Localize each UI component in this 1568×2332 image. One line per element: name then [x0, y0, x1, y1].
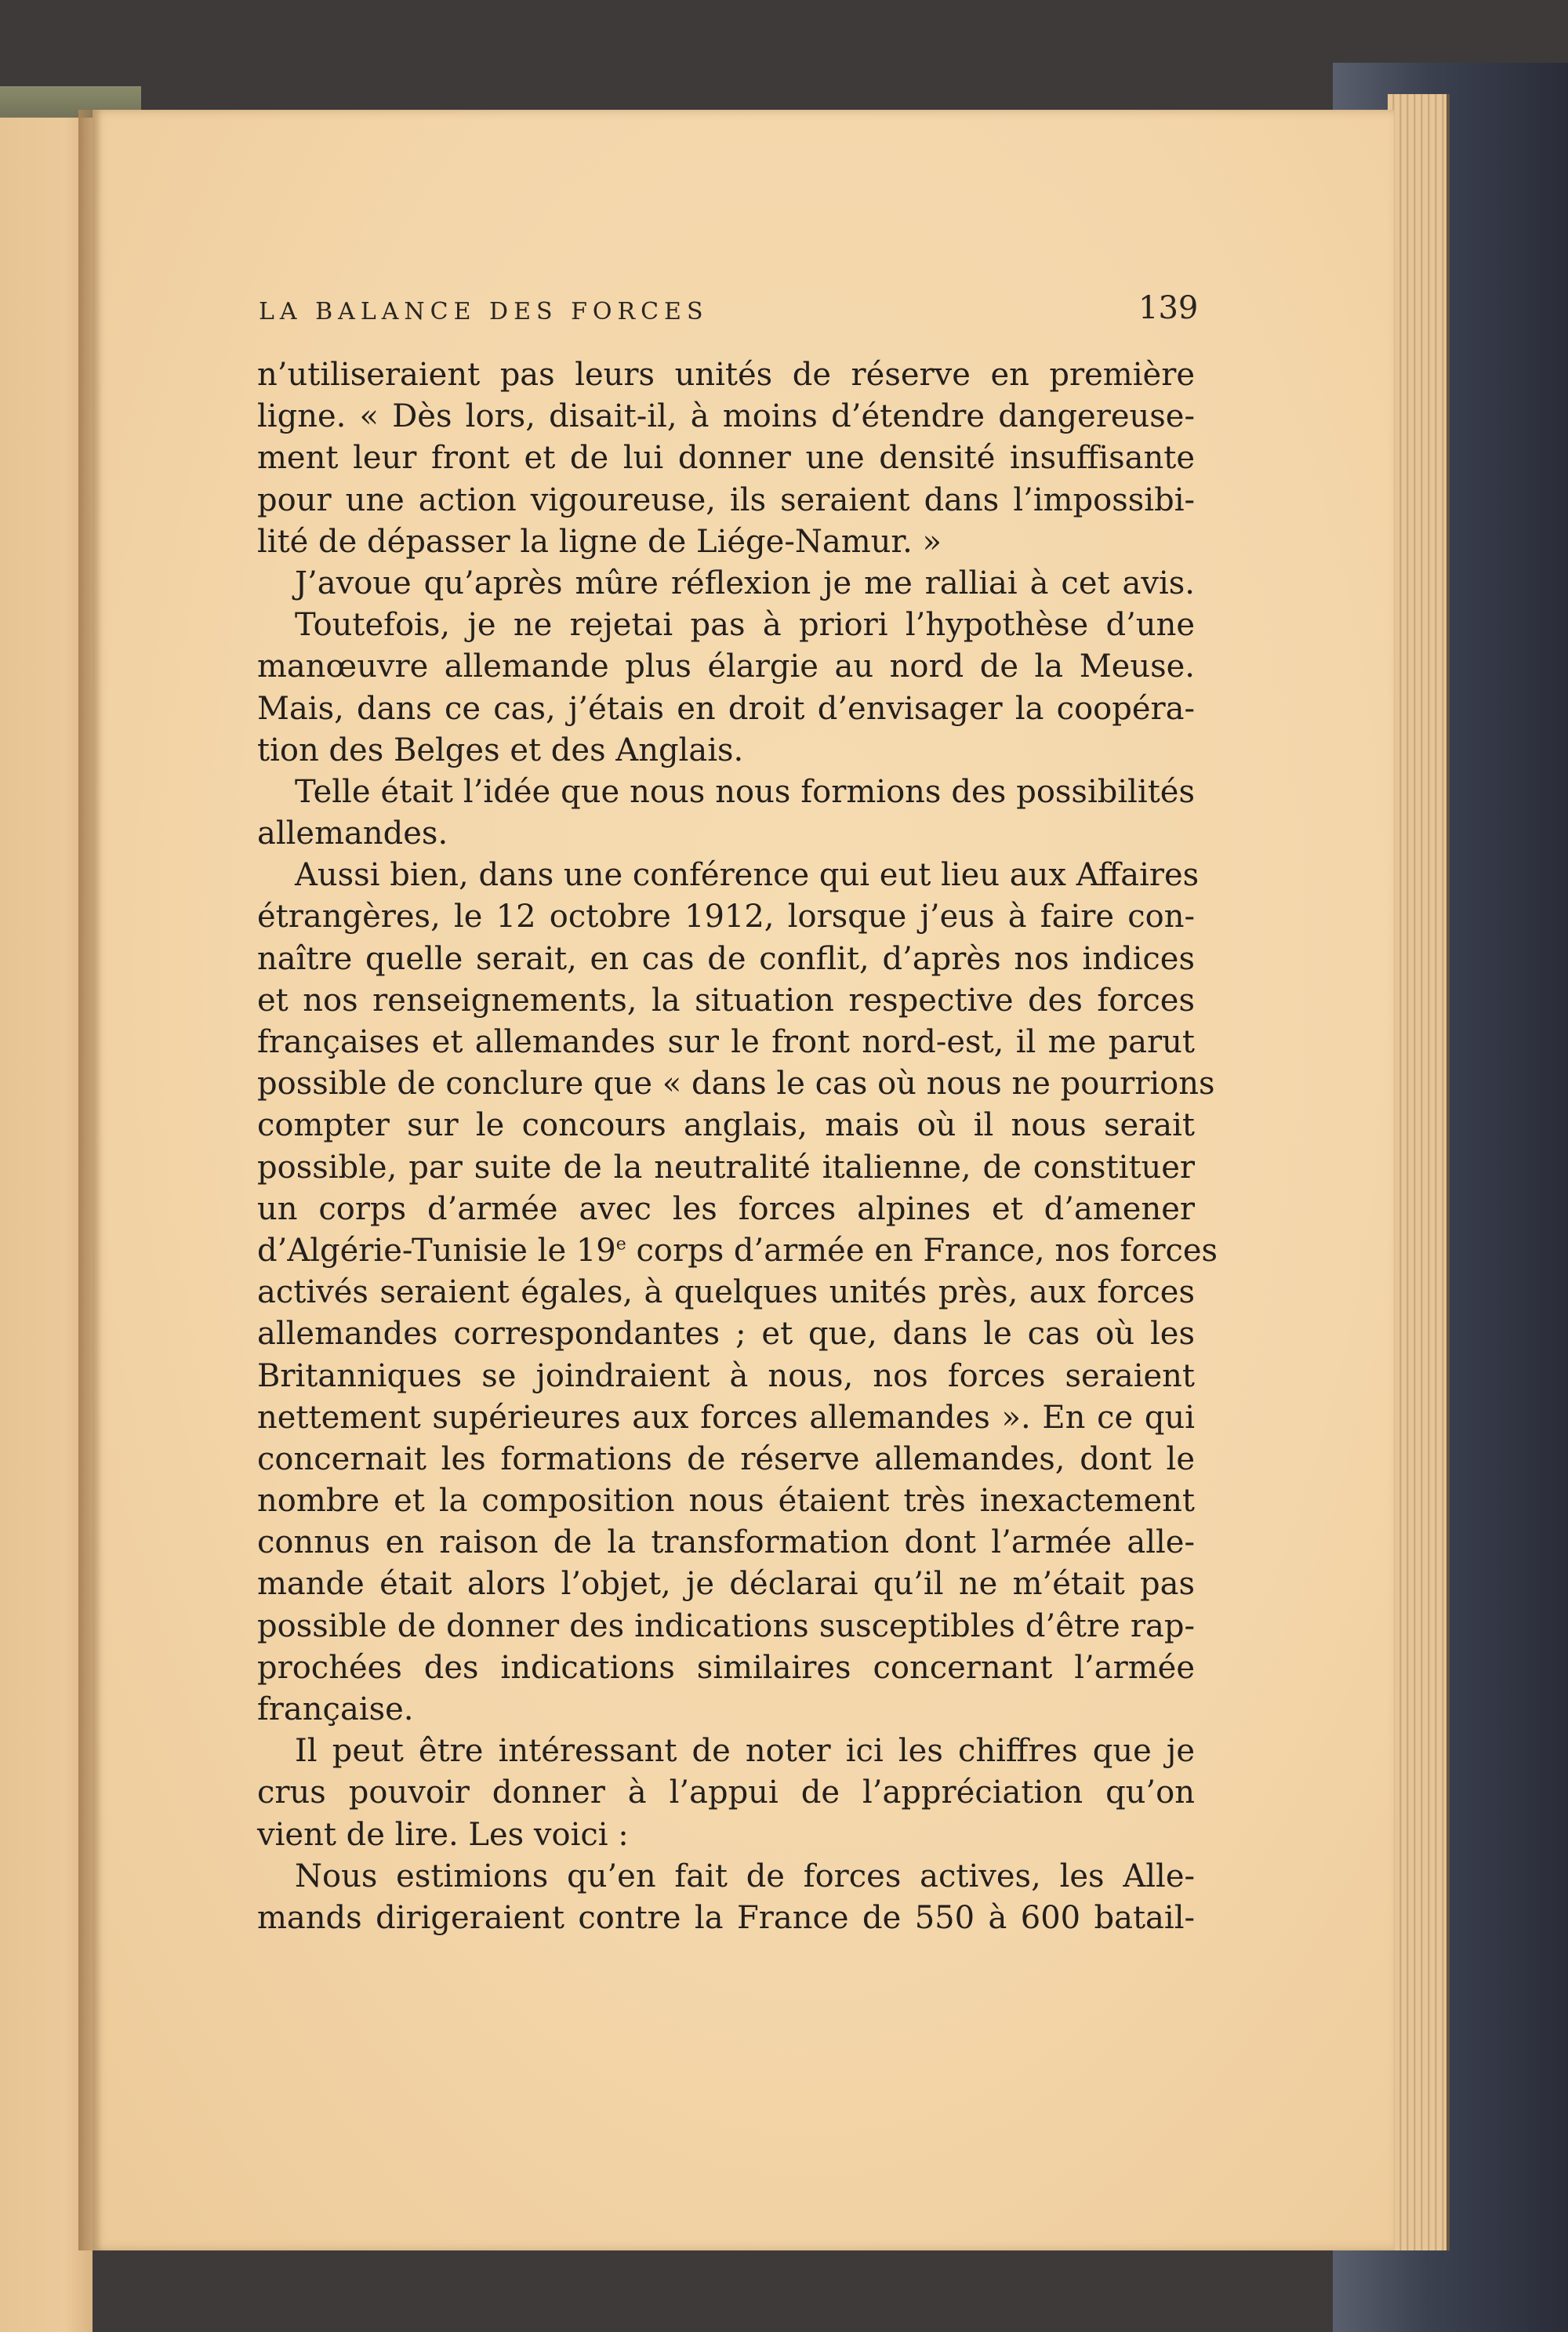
text-line: Nous estimions qu’en fait de forces actives, les Alle-	[295, 1858, 1195, 1894]
text-line: nettement supérieures aux forces allemandes ». En ce qui	[257, 1399, 1195, 1436]
text-fragment: corps d’armée en France, nos forces	[626, 1232, 1218, 1269]
text-line: activés seraient égales, à quelques unités près, aux forces	[257, 1274, 1195, 1311]
text-line-with-superscript	[257, 1230, 1218, 1272]
text-line: étrangères, le 12 octobre 1912, lorsque j’eus à faire con-	[257, 899, 1195, 935]
text-line: mande était alors l’objet, je déclarai qu’il ne m’était pas	[257, 1566, 1195, 1603]
text-line: connus en raison de la transformation dont l’armée alle-	[257, 1524, 1195, 1561]
text-line: naître quelle serait, en cas de conflit, d’après nos indices	[257, 940, 1195, 977]
text-line: un corps d’armée avec les forces alpines et d’amener	[257, 1190, 1195, 1227]
text-line: Britanniques se joindraient à nous, nos forces seraient	[257, 1357, 1195, 1394]
text-line: n’utiliseraient pas leurs unités de réserve en première	[257, 357, 1195, 393]
text-line: J’avoue qu’après mûre réflexion je me ralliai à cet avis.	[295, 565, 1195, 601]
text-line: ligne. « Dès lors, disait-il, à moins d’étendre dangereuse-	[257, 398, 1195, 435]
text-line: allemandes correspondantes ; et que, dans le cas où les	[257, 1316, 1195, 1353]
running-head-title: LA BALANCE DES FORCES	[259, 298, 709, 325]
text-line: et nos renseignements, la situation respective des forces	[257, 982, 1195, 1019]
text-line: pour une action vigoureuse, ils seraient dans l’impossibi-	[257, 481, 1195, 518]
text-line: Mais, dans ce cas, j’étais en droit d’envisager la coopéra-	[257, 690, 1195, 727]
text-line: possible de donner des indications susceptibles d’être rap-	[257, 1607, 1195, 1644]
text-line: prochées des indications similaires concernant l’armée	[257, 1649, 1195, 1686]
text-line: Il peut être intéressant de noter ici les chiffres que je	[295, 1733, 1195, 1770]
text-line: mands dirigeraient contre la France de 550 à 600 batail-	[257, 1899, 1195, 1936]
text-line: Toutefois, je ne rejetai pas à priori l’hypothèse d’une	[295, 607, 1195, 644]
page-edges	[1388, 94, 1450, 2250]
page-number: 139	[1138, 290, 1199, 326]
text-line: allemandes.	[257, 815, 448, 852]
text-line: possible, par suite de la neutralité italienne, de constituer	[257, 1149, 1195, 1186]
text-fragment: d’Algérie-Tunisie le 19	[257, 1232, 616, 1269]
text-line: possible de conclure que « dans le cas où nous ne pourrions	[257, 1066, 1215, 1102]
text-line: françaises et allemandes sur le front nord-est, il me parut	[257, 1024, 1195, 1060]
text-line: ment leur front et de lui donner une densité insuffisante	[257, 440, 1195, 477]
text-line: vient de lire. Les voici :	[257, 1816, 629, 1853]
text-line: tion des Belges et des Anglais.	[257, 732, 744, 768]
text-line: lité de dépasser la ligne de Liége-Namur. »	[257, 523, 942, 560]
text-line: française.	[257, 1691, 414, 1727]
text-line: manœuvre allemande plus élargie au nord de la Meuse.	[257, 648, 1195, 685]
body-text	[257, 354, 1218, 1939]
text-line: compter sur le concours anglais, mais où il nous serait	[257, 1107, 1195, 1144]
page-gutter	[78, 110, 102, 2250]
text-line: nombre et la composition nous étaient très inexactement	[257, 1483, 1195, 1520]
superscript: e	[615, 1234, 626, 1255]
text-line: Telle était l’idée que nous nous formions des possibilités	[295, 773, 1195, 810]
text-line: crus pouvoir donner à l’appui de l’appréciation qu’on	[257, 1774, 1195, 1811]
text-line: Aussi bien, dans une conférence qui eut lieu aux Affaires	[295, 857, 1200, 894]
text-line: concernait les formations de réserve allemandes, dont le	[257, 1440, 1195, 1477]
